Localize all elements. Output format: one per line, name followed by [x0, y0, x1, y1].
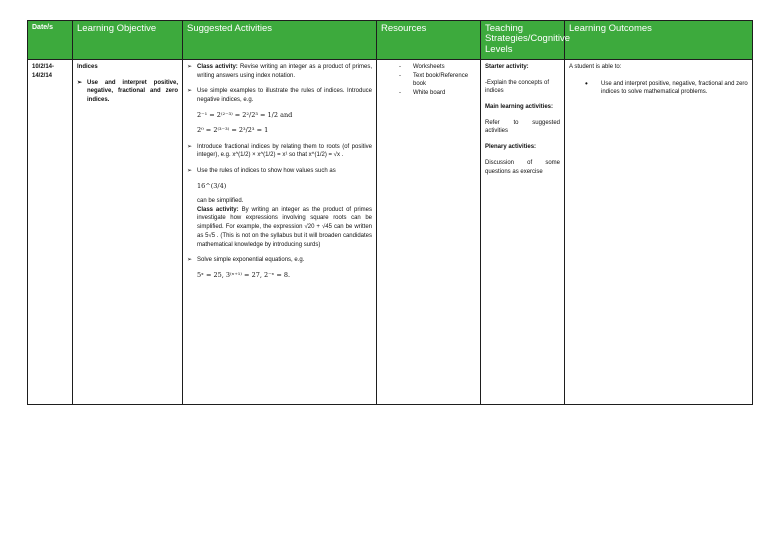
header-teaching-strategies: Teaching Strategies/Cognitive Levels: [481, 21, 565, 60]
outcomes-cell: [565, 60, 753, 405]
resource-item: - Worksheets: [399, 63, 476, 72]
table-row: [28, 60, 753, 405]
header-suggested-activities: Suggested Activities: [183, 21, 377, 60]
date-value: 10/2/14-14/2/14: [32, 64, 55, 79]
lesson-plan-table: [27, 20, 753, 405]
activity-text: Use the rules of indices to show how values such as: [197, 167, 336, 174]
activity-label: Class activity:: [197, 64, 238, 70]
activity-text: Use simple examples to illustrate the rules of indices. Introduce negative indices, e.g.: [197, 88, 372, 104]
math-expression: 2⁻¹ = 2⁽²⁻³⁾ = 2²/2³ = 1/2 and: [197, 110, 293, 119]
activity-text: Revise writing an integer as a product of primes, writing answers using index notation.: [197, 64, 372, 79]
main-text: Refer to suggested activities: [485, 119, 560, 135]
objective-cell: [73, 60, 183, 405]
activity-text: can be simplified.: [197, 198, 244, 205]
activity-text: Introduce fractional indices by relating them to roots (of positive integer), e.g. x^(1/2) × x^(1/2) = x¹ so that x^(1/2) = √x .: [197, 143, 372, 159]
resources-cell: [377, 60, 481, 405]
activity-text: Solve simple exponential equations, e.g.: [197, 257, 305, 264]
activity-label: Class activity:: [197, 206, 239, 213]
math-expression: 5ˣ = 25, 3⁽ˣ⁺¹⁾ = 27, 2⁻ˣ = 8.: [197, 270, 291, 279]
header-date: Date/s: [28, 21, 73, 60]
math-expression: 2⁰ = 2⁽³⁻³⁾ = 2³/2³ = 1: [197, 126, 269, 135]
activities-cell: [183, 60, 377, 405]
activity-item: [187, 63, 372, 80]
header-learning-objective: Learning Objective: [73, 21, 183, 60]
plenary-text: Discussion of some questions as exercise: [485, 159, 560, 175]
header-learning-outcomes: Learning Outcomes: [565, 21, 753, 60]
strategies-cell: [481, 60, 565, 405]
objective-item: ➢ Use and interpret positive, negative, fractional and zero indices.: [77, 79, 178, 105]
resource-item: - Text book/Reference book: [399, 72, 476, 89]
date-cell: [28, 60, 73, 405]
objective-title: Indices: [77, 64, 98, 70]
header-row: [28, 21, 753, 60]
activity-item: [187, 256, 372, 280]
starter-text: -Explain the concepts of indices: [485, 79, 550, 95]
header-resources: Resources: [377, 21, 481, 60]
plenary-label: Plenary activities:: [485, 144, 537, 151]
starter-label: Starter activity:: [485, 64, 529, 70]
activity-text: By writing an integer as the product of primes investigate how expressions involving square roots can be simplified. For example, the expression √20 + √45 can be written as 5√5 . (This is not on the syllabus but it will broaden candidates mathematical knowledge by introducing surds): [197, 206, 373, 248]
outcome-intro: A student is able to:: [569, 64, 622, 70]
main-label: Main learning activities:: [485, 104, 554, 111]
activity-item: [187, 143, 372, 160]
activity-item: [187, 87, 372, 135]
math-expression: 16^(3/4): [197, 181, 227, 190]
outcome-item: • Use and interpret positive, negative, fractional and zero indices to solve mathematical problems.: [585, 80, 748, 97]
activity-item: [187, 167, 372, 249]
resource-item: - White board: [399, 89, 476, 98]
